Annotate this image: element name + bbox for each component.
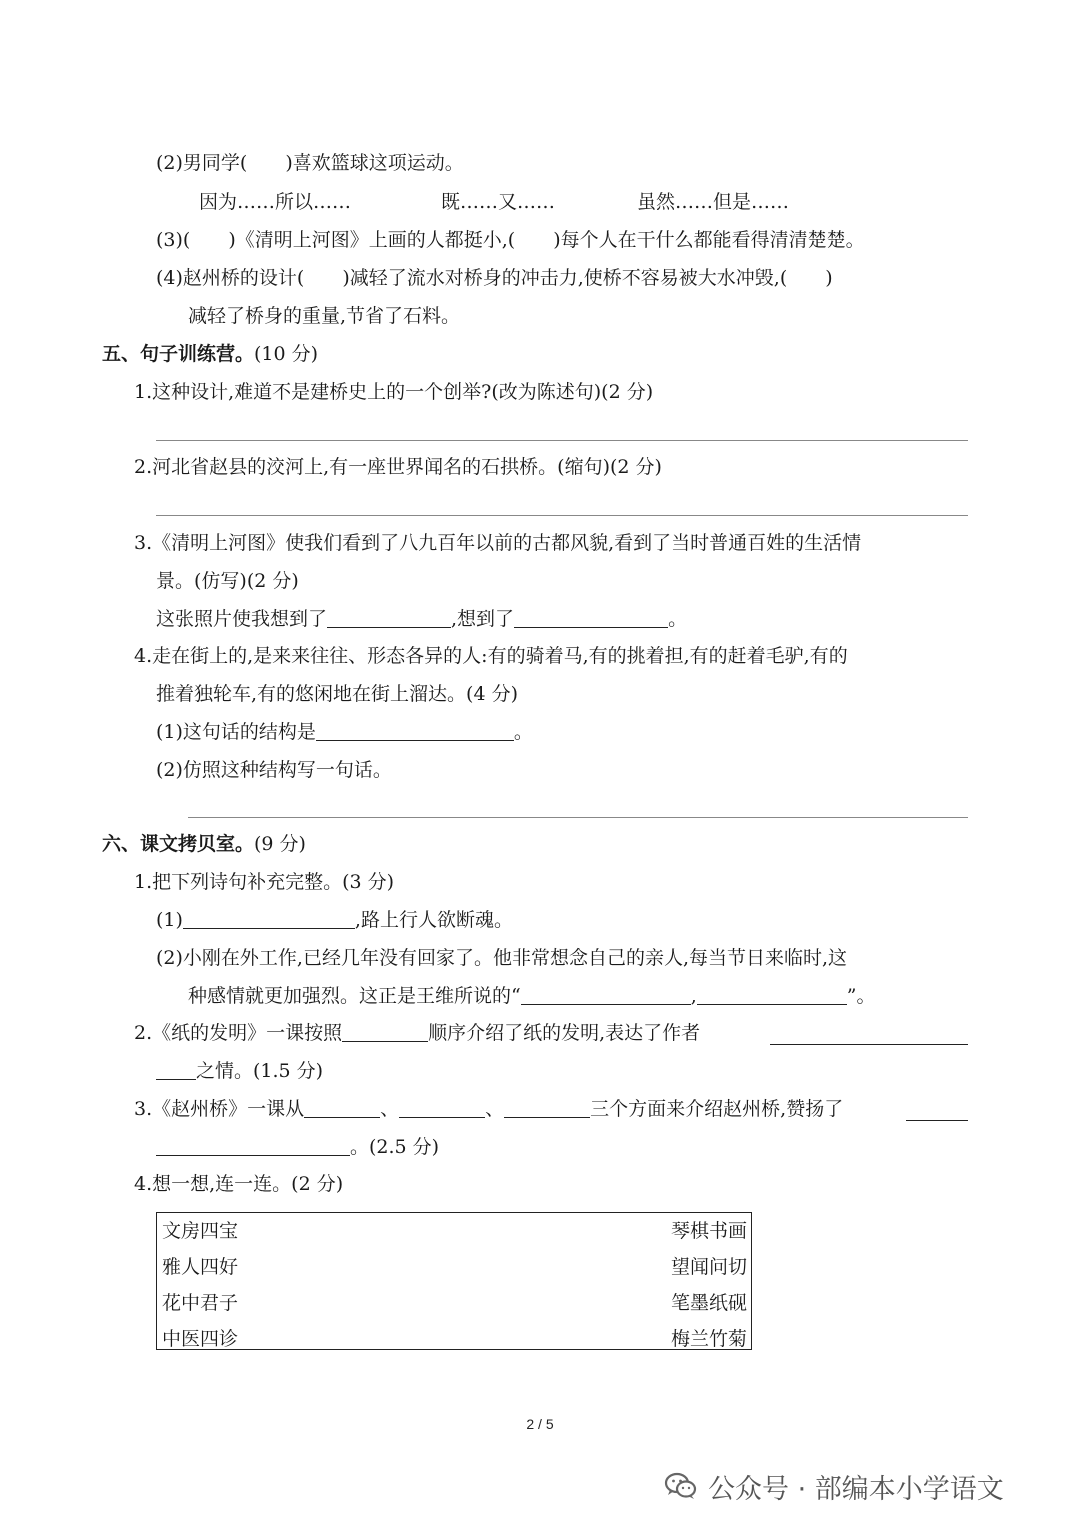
prompt-text: 之情。(1.5 分) (196, 1060, 324, 1082)
answer-line[interactable] (156, 515, 968, 516)
s5-question-3-line2: 景。(仿写)(2 分) (156, 570, 299, 592)
s6-question-2-line2 (156, 1058, 323, 1084)
prompt-text: 三个方面来介绍赵州桥,赞扬了 (590, 1098, 844, 1120)
wechat-icon (664, 1471, 698, 1501)
matching-row (157, 1213, 751, 1249)
prompt-text: 这张照片使我想到了 (156, 608, 328, 630)
s5-question-4-part2: (2)仿照这种结构写一句话。 (156, 759, 392, 781)
conjunction-option: 因为……所以…… (199, 191, 352, 213)
s5-question-4-line2: 推着独轮车,有的悠闲地在街上溜达。(4 分) (156, 683, 518, 705)
fill-blank[interactable] (156, 1135, 350, 1156)
s5-question-3-imitation (156, 606, 687, 632)
s5-question-4-line1: 4.走在街上的,是来来往往、形态各异的人:有的骑着马,有的挑着担,有的赶着毛驴,有的 (134, 645, 848, 667)
match-right-item[interactable]: 琴棋书画 (670, 1220, 747, 1242)
conjunction-option: 既……又…… (441, 191, 556, 213)
prompt-text: ,路上行人欲断魂。 (354, 909, 513, 931)
match-right-item[interactable]: 梅兰竹菊 (670, 1328, 747, 1350)
prompt-text: 、 (485, 1098, 505, 1120)
prompt-text: ,想到了 (451, 608, 515, 630)
prompt-text: 。 (668, 608, 688, 630)
answer-line[interactable] (156, 440, 968, 441)
prompt-text: 顺序介绍了纸的发明,表达了作者 (428, 1022, 701, 1044)
match-left-item[interactable]: 文房四宝 (162, 1220, 239, 1242)
s6-question-1-part1 (156, 907, 513, 933)
fill-blank[interactable] (316, 720, 514, 741)
fill-blank[interactable] (304, 1097, 380, 1118)
s4-question-3: (3)( )《清明上河图》上画的人都挺小,( )每个人在干什么都能看得清清楚楚。 (156, 229, 865, 251)
section-5-title: 五、句子训练营。 (102, 343, 255, 365)
match-left-item[interactable]: 雅人四好 (162, 1256, 239, 1278)
section-5-heading (102, 341, 318, 367)
match-right-item[interactable]: 望闻问切 (670, 1256, 747, 1278)
fill-blank[interactable] (156, 1059, 196, 1080)
match-right-item[interactable]: 笔墨纸砚 (670, 1292, 747, 1314)
section-6-title: 六、课文拷贝室。 (102, 833, 255, 855)
s5-question-1: 1.这种设计,难道不是建桥史上的一个创举?(改为陈述句)(2 分) (134, 381, 654, 403)
matching-table (156, 1212, 752, 1350)
watermark (664, 1466, 1004, 1506)
watermark-text: 公众号 · 部编本小学语文 (708, 1473, 1004, 1505)
prompt-text: (1)这句话的结构是 (156, 721, 316, 743)
s6-question-2-line1 (134, 1020, 700, 1046)
prompt-text: 。(2.5 分) (350, 1136, 440, 1158)
prompt-text: , (690, 985, 697, 1007)
fill-blank[interactable] (504, 1097, 590, 1118)
matching-row (157, 1321, 751, 1357)
s4-question-4-line2: 减轻了桥身的重量,节省了石料。 (188, 305, 461, 327)
s5-question-3-line1: 3.《清明上河图》使我们看到了八九百年以前的古都风貌,看到了当时普通百姓的生活情 (134, 532, 862, 554)
prompt-text: 。 (513, 721, 533, 743)
s6-question-3-line2 (156, 1134, 439, 1160)
s5-question-4-part1 (156, 719, 533, 745)
conjunction-option: 虽然……但是…… (637, 191, 790, 213)
prompt-text: ”。 (846, 985, 876, 1007)
s6-question-4: 4.想一想,连一连。(2 分) (134, 1173, 344, 1195)
prompt-text: (1) (156, 909, 183, 931)
section-5-score: (10 分) (254, 343, 319, 365)
s6-question-1: 1.把下列诗句补充完整。(3 分) (134, 871, 395, 893)
fill-blank[interactable] (342, 1021, 428, 1042)
section-6-score: (9 分) (254, 833, 306, 855)
answer-line[interactable] (188, 817, 968, 818)
page-number: 2 / 5 (526, 1416, 554, 1432)
s6-question-3-line1 (134, 1096, 843, 1122)
matching-row (157, 1249, 751, 1285)
s4-question-2: (2)男同学( )喜欢篮球这项运动。 (156, 152, 464, 174)
fill-blank[interactable] (770, 1044, 968, 1045)
match-left-item[interactable]: 花中君子 (162, 1292, 239, 1314)
s4-question-4-line1: (4)赵州桥的设计( )减轻了流水对桥身的冲击力,使桥不容易被大水冲毁,( ) (156, 267, 833, 289)
matching-row (157, 1285, 751, 1321)
s6-question-1-part2-line2 (188, 983, 875, 1009)
match-left-item[interactable]: 中医四诊 (162, 1328, 239, 1350)
prompt-text: 种感情就更加强烈。这正是王维所说的“ (188, 985, 521, 1007)
fill-blank[interactable] (183, 908, 355, 929)
fill-blank[interactable] (327, 607, 451, 628)
prompt-text: 、 (380, 1098, 400, 1120)
prompt-text: 2.《纸的发明》一课按照 (134, 1022, 343, 1044)
fill-blank[interactable] (399, 1097, 485, 1118)
s5-question-2: 2.河北省赵县的洨河上,有一座世界闻名的石拱桥。(缩句)(2 分) (134, 456, 662, 478)
s6-question-1-part2-line1: (2)小刚在外工作,已经几年没有回家了。他非常想念自己的亲人,每当节日来临时,这 (156, 947, 848, 969)
fill-blank[interactable] (514, 607, 668, 628)
fill-blank[interactable] (906, 1120, 968, 1121)
prompt-text: 3.《赵州桥》一课从 (134, 1098, 305, 1120)
fill-blank[interactable] (521, 984, 691, 1005)
section-6-heading (102, 831, 306, 857)
fill-blank[interactable] (697, 984, 847, 1005)
